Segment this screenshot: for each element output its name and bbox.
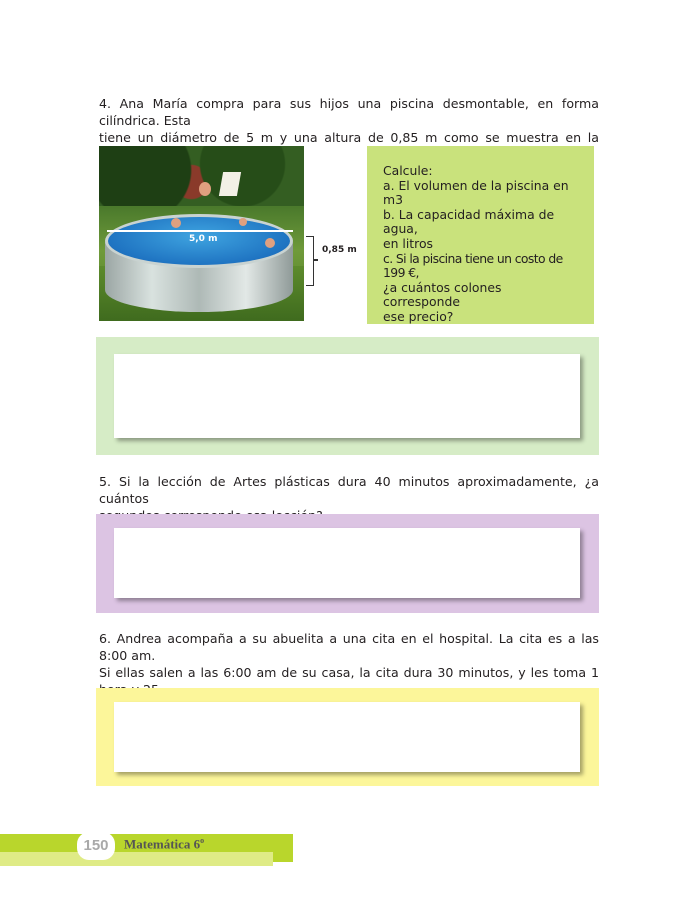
calculate-box: [367, 146, 594, 324]
swimmer-figure: [265, 238, 275, 248]
footer-bar-light: [0, 852, 273, 866]
answer-frame-6: [96, 688, 599, 786]
calc-line: ¿a cuántos colones corresponde: [383, 279, 502, 310]
calc-line: en litros: [383, 235, 434, 251]
answer-area-5[interactable]: [114, 528, 580, 598]
diameter-label: 5,0 m: [189, 234, 218, 244]
answer-frame-5: [96, 514, 599, 613]
calc-line: Calcule:: [383, 163, 433, 178]
diameter-line: [107, 230, 293, 232]
answer-frame-4: [96, 337, 599, 455]
height-label: 0,85 m: [322, 245, 357, 255]
book-title: [124, 836, 204, 852]
pool-photo: [99, 146, 304, 321]
page-number: 150: [77, 832, 115, 860]
height-bracket: [306, 236, 314, 286]
question-4-line-1: 4. Ana María compra para sus hijos una piscina desmontable, en forma cilíndrica. Esta: [99, 96, 599, 128]
question-6-line-1: 6. Andrea acompaña a su abuelita a una cita en el hospital. La cita es a las 8:00 am.: [99, 631, 599, 663]
answer-area-6[interactable]: [114, 702, 580, 772]
question-5-line-1: 5. Si la lección de Artes plásticas dura 40 minutos aproximadamente, ¿a cuántos: [99, 474, 599, 506]
answer-area-4[interactable]: [114, 354, 580, 438]
question-6-line-2: Si ellas salen a las 6:00 am de su casa, la cita dura 30 minutos, y les toma 1: [99, 665, 599, 680]
calc-line: ese precio?: [383, 308, 454, 324]
question-4-line-2: tiene un diámetro de 5 m y una altura de 0,85 m como se muestra en la: [99, 130, 599, 145]
swimmer-figure: [171, 218, 181, 228]
person-figure: [199, 182, 211, 196]
calc-line: a. El volumen de la piscina en m3: [383, 177, 569, 208]
calc-line: b. La capacidad máxima de agua,: [383, 206, 555, 237]
swimmer-figure: [239, 218, 247, 226]
book-title-text: Matemática 6: [124, 836, 201, 852]
calc-line: c. Si la piscina tiene un costo de 199 €,: [383, 250, 563, 281]
book-title-sup: o: [200, 836, 205, 845]
